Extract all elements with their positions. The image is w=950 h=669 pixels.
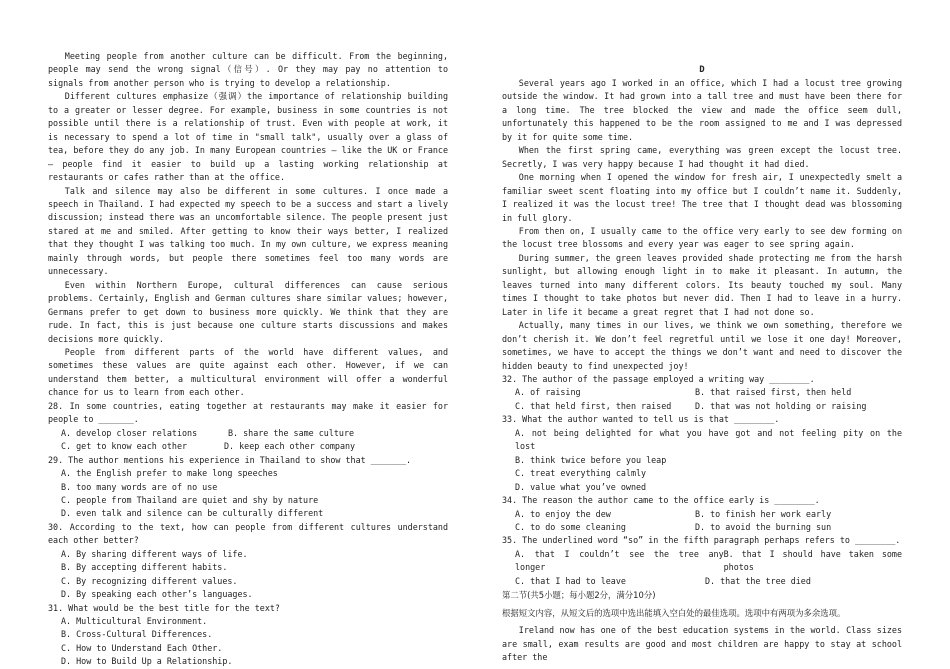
option-a[interactable]: A. not being delighted for what you have got and not feeling pity on the lost [515, 427, 902, 452]
question-31-stem: 31. What would be the best title for the text? [48, 602, 280, 613]
option-b[interactable]: B. that I should have taken some photos [723, 548, 902, 573]
option-d[interactable]: D. even talk and silence can be culturally different [61, 508, 324, 519]
option-a[interactable]: A. to enjoy the dew [515, 508, 611, 519]
option-d[interactable]: D. to avoid the burning sun [695, 521, 832, 532]
option-b[interactable]: B. By accepting different habits. [61, 562, 228, 573]
passage-paragraph: During summer, the green leaves provided shade protecting me from the harsh sunlight, but allowing enough light in to make it pleasant. In autumn, the leaves turned into many different colors. Its beauty touched my soul. Many times I thought to take photos but never did. Then I had to leave in a hurry. Later in life it became a great regret that I had not done so. [502, 252, 902, 317]
question-29-stem: 29. The author mentions his experience in Thailand to show that _______. [48, 454, 412, 465]
option-d[interactable]: D. value what you’ve owned [515, 481, 647, 492]
question-35-stem: 35. The underlined word “so” in the fifth paragraph perhaps refers to ________. [502, 535, 901, 546]
option-b[interactable]: B. too many words are of no use [61, 481, 218, 492]
passage-paragraph: When the first spring came, everything was green except the locust tree. Secretly, I was very happy because I had thought it had died. [502, 145, 902, 169]
question-34-options [502, 508, 902, 521]
question-35-options [502, 548, 902, 575]
passage-paragraph: From then on, I usually came to the office very early to see dew forming on the locust tree blossoms and every year was eager to see spring again. [502, 225, 902, 250]
option-b[interactable]: B. to finish her work early [695, 508, 832, 519]
passage-paragraph: Meeting people from another culture can be difficult. From the beginning, people may send the wrong signal（信号）. Or they may pay no attention to signals from another person who is trying to develop a relationship. [48, 51, 448, 88]
option-d[interactable]: D. How to Build Up a Relationship. [61, 656, 233, 667]
option-d[interactable]: D. that the tree died [705, 575, 811, 586]
question-32-options [502, 386, 902, 399]
option-b[interactable]: B. share the same culture [228, 427, 355, 438]
option-a[interactable]: A. By sharing different ways of life. [61, 548, 248, 559]
option-a[interactable]: A. the English prefer to make long speeches [61, 468, 278, 479]
option-b[interactable]: B. that raised first, then held [695, 387, 852, 398]
section-title: 第二节(共5小题；每小题2分，满分10分) [502, 590, 656, 601]
left-column [48, 50, 448, 669]
passage-paragraph: Several years ago I worked in an office, which I had a locust tree growing outside the window. It had grown into a tall tree and must have been there for a long time. The tree blocked the view and made the office seem dull, unfortunately this happened to be the room assigned to me and I was depressed by it for quite some time. [502, 78, 902, 142]
passage-heading: D [699, 65, 705, 75]
option-a[interactable]: A. that I couldn’t see the tree any longer [515, 548, 724, 573]
option-c[interactable]: C. By recognizing different values. [61, 575, 238, 586]
option-c[interactable]: C. that held first, then raised [515, 400, 672, 411]
question-33-stem: 33. What the author wanted to tell us is that ________. [502, 414, 780, 425]
passage-paragraph: Talk and silence may also be different in some cultures. I once made a speech in Thailand. I had expected my speech to be a success and start a lively discussion; instead there was an uncomfortable silence. The people present just stared at me and smiled. After getting to know their ways better, I realized that they thought I was talking too much. In my own culture, we express meaning mainly through words, but people there sometimes feel too many words are unnecessary. [48, 185, 448, 277]
passage-paragraph: People from different parts of the world have different values, and sometimes these values are quite against each other. However, if we can understand them better, a multicultural environment will offer a wonderful chance for us to learn from each other. [48, 346, 448, 398]
passage-paragraph: Ireland now has one of the best education systems in the world. Class sizes are small, exam results are good and most children are happy to stay at school after the [502, 625, 902, 663]
option-c[interactable]: C. treat everything calmly [515, 468, 647, 479]
option-c[interactable]: C. get to know each other [61, 441, 188, 452]
question-28-options [48, 427, 448, 440]
section-instruction: 根据短文内容，从短文后的选项中选出能填入空白处的最佳选项。选项中有两项为多余选项。 [502, 607, 846, 618]
passage-paragraph: Actually, many times in our lives, we think we own something, therefore we don’t cherish it. We don’t feel regretful until we lose it one day! Moreover, sometimes, we have to accept the things we don’t want and need to discover the hidden beauty to find unexpected joy! [502, 320, 902, 371]
option-c[interactable]: C. people from Thailand are quiet and shy by nature [61, 494, 319, 505]
question-35-options [502, 575, 902, 588]
question-28-stem: 28. In some countries, eating together at restaurants may make it easier for people to _______. [48, 400, 448, 425]
passage-paragraph: Different cultures emphasize（强调）the importance of relationship building to a greater or lesser degree. For example, business in some countries is not possible until there is a relationship of trust. Even with people at work, it is necessary to spend a lot of time in "small talk", usually over a glass of tea, before they do any job. In many European countries — like the UK or France — people find it easier to build up a lasting working relationship at restaurants or cafes rather than at the office. [48, 91, 448, 183]
option-d[interactable]: D. that was not holding or raising [695, 400, 867, 411]
option-b[interactable]: B. Cross-Cultural Differences. [61, 629, 213, 640]
option-c[interactable]: C. to do some cleaning [515, 521, 626, 532]
passage-paragraph: Even within Northern Europe, cultural differences can cause serious problems. Certainly, English and German cultures share similar values; however, Germans prefer to get down to business more quickly. We think that they are rude. In fact, this is just because one culture starts discussions and makes decisions more quickly. [48, 279, 448, 344]
option-a[interactable]: A. develop closer relations [61, 427, 198, 438]
option-a[interactable]: A. of raising [515, 387, 581, 398]
question-34-options [502, 521, 902, 534]
question-32-options [502, 400, 902, 413]
option-d[interactable]: D. keep each other company [224, 441, 356, 452]
question-30-stem: 30. According to the text, how can people from different cultures understand each other better? [48, 521, 448, 546]
question-34-stem: 34. The reason the author came to the office early is ________. [502, 495, 820, 506]
question-32-stem: 32. The author of the passage employed a writing way ________. [502, 373, 815, 384]
option-d[interactable]: D. By speaking each other’s languages. [61, 589, 253, 600]
option-c[interactable]: C. that I had to leave [515, 575, 626, 586]
option-a[interactable]: A. Multicultural Environment. [61, 616, 208, 627]
option-b[interactable]: B. think twice before you leap [515, 454, 667, 465]
passage-paragraph: One morning when I opened the window for fresh air, I unexpectedly smelt a familiar sweet scent floating into my office but I couldn’t name it. Suddenly, I realized it was the locust tree! The tree that I thought dead was blossoming in full glory. [502, 172, 902, 223]
right-column [502, 64, 902, 664]
option-c[interactable]: C. How to Understand Each Other. [61, 642, 223, 653]
question-28-options [48, 440, 448, 453]
